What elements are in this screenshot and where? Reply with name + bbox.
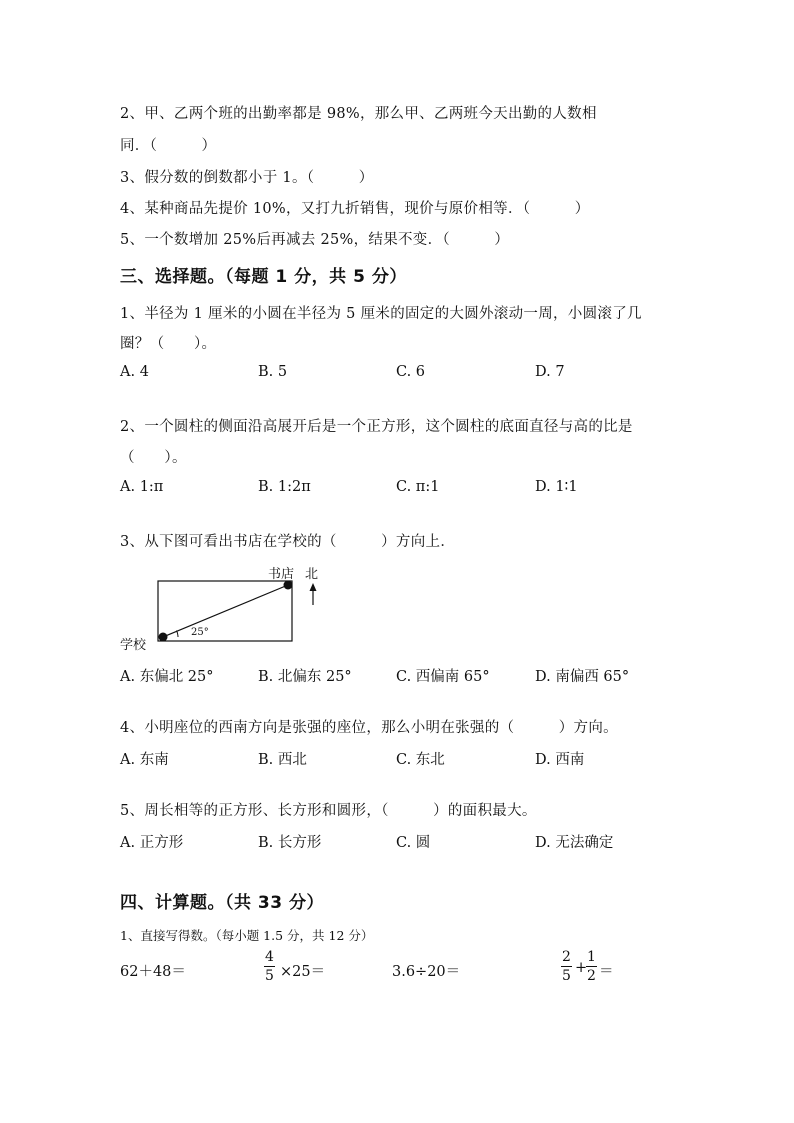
choice-q4-option-b: B. 西北: [258, 752, 307, 768]
choice-q4-option-d: D. 西南: [535, 752, 585, 768]
choice-q1-line2: 圈？（ ）。: [120, 336, 217, 352]
calc-sub1-instruction: 1、直接写得数。（每小题 1.5 分，共 12 分）: [120, 928, 374, 943]
choice-q3-option-a: A. 东偏北 25°: [120, 669, 214, 685]
angle-label: 25°: [191, 627, 209, 638]
choice-q3-text: 3、从下图可看出书店在学校的（ ）方向上．: [120, 534, 456, 550]
choice-q1-option-d: D. 7: [535, 364, 565, 380]
direction-diagram: [150, 575, 330, 645]
diagram-diagonal: [163, 585, 288, 637]
fraction-numerator: 4: [265, 949, 274, 965]
school-dot: [159, 633, 168, 642]
choice-q2-option-a: A. 1:π: [120, 479, 164, 495]
choice-q5-option-d: D. 无法确定: [535, 835, 614, 851]
choice-q3-option-c: C. 西偏南 65°: [396, 669, 490, 685]
fraction-denominator: 5: [562, 968, 571, 984]
bookstore-label: 书店: [268, 567, 295, 582]
calc-expr-4-fraction-2: [586, 950, 597, 983]
school-label: 学校: [120, 638, 147, 653]
choice-q2-option-d: D. 1∶1: [535, 479, 578, 495]
calc-expr-4-fraction-1: [561, 950, 572, 983]
calc-expr-2-rest: ×25＝: [280, 964, 326, 980]
fraction-numerator: 1: [587, 949, 596, 965]
choice-q4-text: 4、小明座位的西南方向是张强的座位，那么小明在张强的（ ）方向。: [120, 720, 618, 736]
judge-q3: 3、假分数的倒数都小于 1。（ ）: [120, 170, 374, 186]
fraction-denominator: 2: [587, 968, 596, 984]
judge-q4: 4、某种商品先提价 10%，又打九折销售，现价与原价相等．（ ）: [120, 201, 590, 217]
fraction-denominator: 5: [265, 968, 274, 984]
judge-q2-line1: 2、甲、乙两个班的出勤率都是 98%，那么甲、乙两班今天出勤的人数相: [120, 106, 597, 122]
calc-expr-3: 3.6÷20＝: [392, 964, 461, 980]
north-label: 北: [305, 567, 319, 582]
choice-q3-option-b: B. 北偏东 25°: [258, 669, 352, 685]
north-arrow-head: [310, 583, 317, 591]
choice-q1-option-a: A. 4: [120, 364, 149, 380]
choice-q5-option-c: C. 圆: [396, 835, 431, 851]
fraction-numerator: 2: [562, 949, 571, 965]
judge-q5: 5、一个数增加 25%后再减去 25%，结果不变．（ ）: [120, 232, 510, 248]
calc-expr-2-fraction: [264, 950, 275, 983]
calc-expr-4-operator: +: [575, 960, 588, 976]
choice-q3-option-d: D. 南偏西 65°: [535, 669, 630, 685]
choice-q5-text: 5、周长相等的正方形、长方形和圆形，（ ）的面积最大。: [120, 803, 537, 819]
section3-title: 三、选择题。（每题 1 分，共 5 分）: [120, 267, 407, 287]
choice-q1-option-b: B. 5: [258, 364, 288, 380]
section4-title: 四、计算题。（共 33 分）: [120, 893, 324, 913]
choice-q2-line1: 2、一个圆柱的侧面沿高展开后是一个正方形，这个圆柱的底面直径与高的比是: [120, 419, 633, 435]
choice-q5-option-b: B. 长方形: [258, 835, 322, 851]
choice-q2-option-b: B. 1:2π: [258, 479, 311, 495]
judge-q2-line2: 同．（ ）: [120, 138, 217, 154]
choice-q1-line1: 1、半径为 1 厘米的小圆在半径为 5 厘米的固定的大圆外滚动一周，小圆滚了几: [120, 306, 642, 322]
choice-q2-line2: （ ）。: [120, 450, 187, 466]
choice-q4-option-a: A. 东南: [120, 752, 169, 768]
calc-expr-1: 62＋48＝: [120, 964, 186, 980]
calc-expr-4-equals: ＝: [599, 964, 614, 980]
choice-q5-option-a: A. 正方形: [120, 835, 184, 851]
choice-q1-option-c: C. 6: [396, 364, 426, 380]
choice-q4-option-c: C. 东北: [396, 752, 445, 768]
choice-q2-option-c: C. π:1: [396, 479, 440, 495]
